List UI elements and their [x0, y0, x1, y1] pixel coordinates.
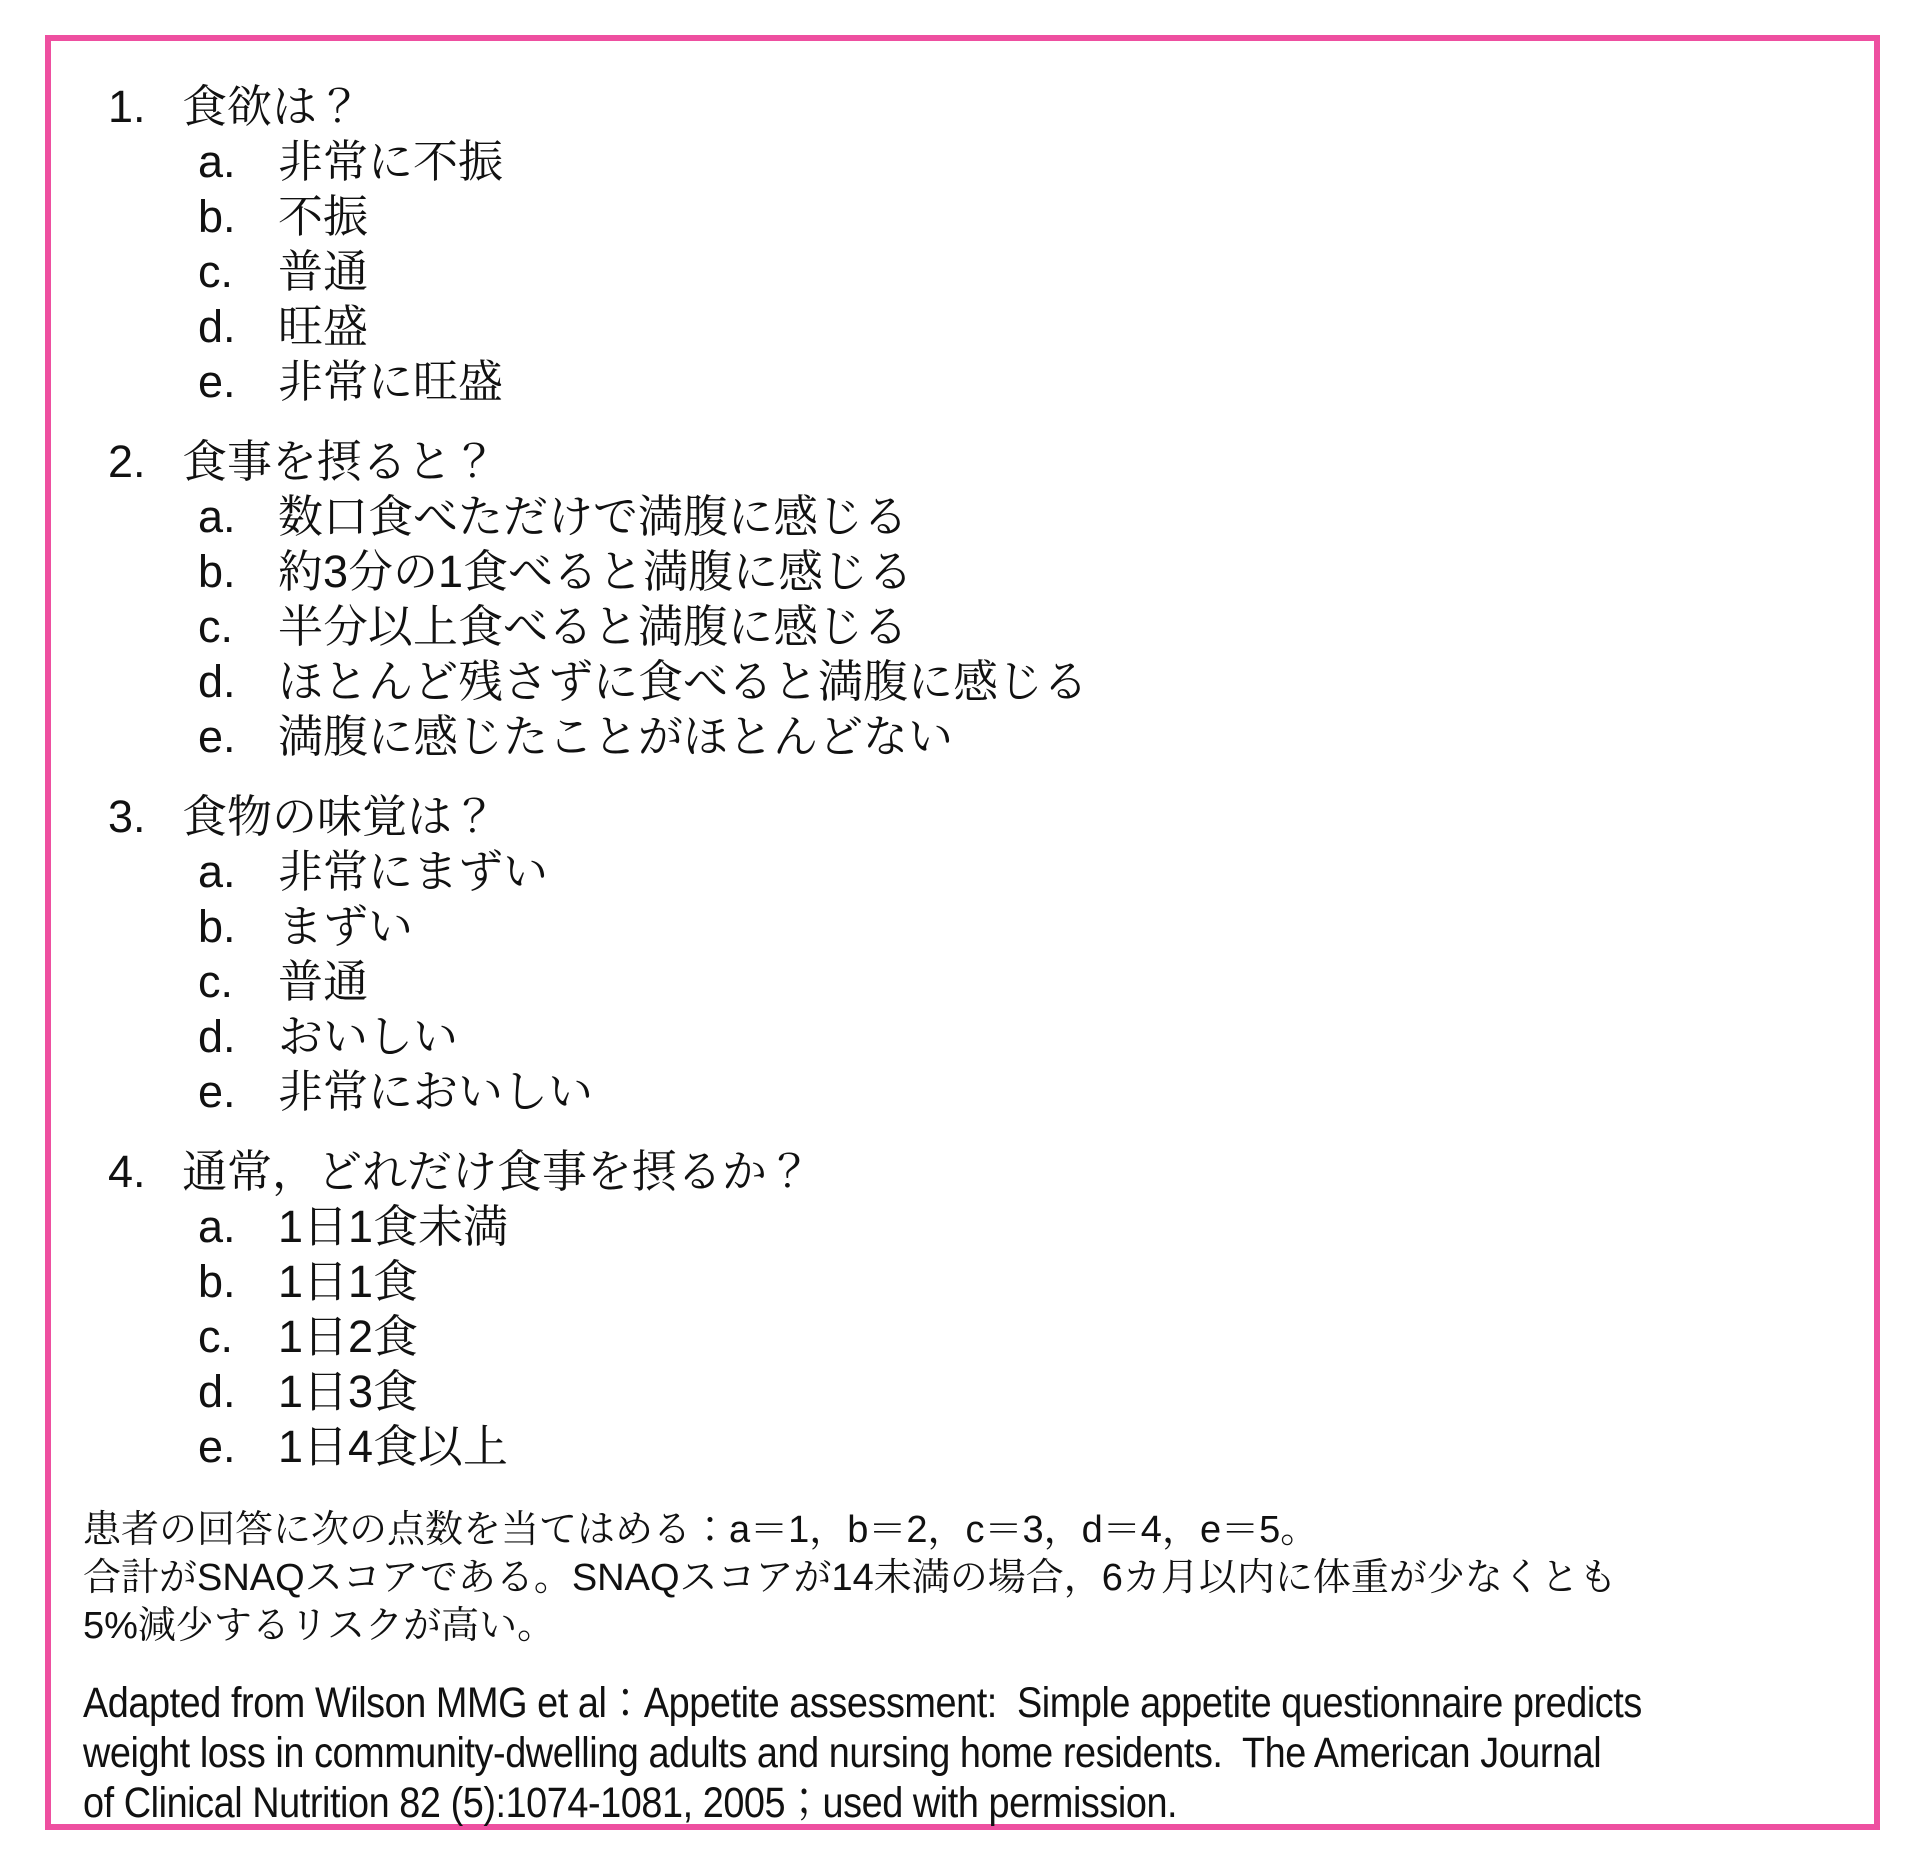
option-text: 半分以上食べると満腹に感じる	[278, 601, 909, 652]
citation-line: Adapted from Wilson MMG et al：Appetite assessment: Simple appetite questionnaire predicts	[83, 1679, 1642, 1727]
option-row	[198, 134, 1834, 189]
option-text: 1日3食	[278, 1366, 419, 1417]
option-text: 旺盛	[278, 301, 369, 352]
question-2	[108, 434, 1834, 764]
scoring-note-line: 5%減少するリスクが高い。	[83, 1605, 556, 1647]
option-text: 普通	[278, 246, 369, 297]
option-row	[198, 1009, 1834, 1064]
option-letter: a.	[198, 491, 236, 542]
option-row	[198, 1364, 1834, 1419]
option-text: 不振	[278, 191, 369, 242]
option-letter: c.	[198, 956, 234, 1007]
question-header	[108, 79, 1834, 134]
option-text: ほとんど残さずに食べると満腹に感じる	[278, 656, 1089, 707]
option-text: 普通	[278, 956, 369, 1007]
question-1	[108, 79, 1834, 409]
question-number: 4.	[108, 1146, 146, 1197]
option-row	[198, 599, 1834, 654]
option-row	[198, 544, 1834, 599]
option-text: 1日4食以上	[278, 1421, 509, 1472]
question-prompt: 通常，どれだけ食事を摂るか？	[182, 1146, 813, 1197]
option-row	[198, 844, 1834, 899]
option-text: 非常に旺盛	[278, 356, 504, 407]
source-citation	[83, 1678, 1834, 1828]
option-text: 非常にまずい	[278, 846, 549, 897]
option-row	[198, 1254, 1834, 1309]
option-row	[198, 244, 1834, 299]
option-letter: c.	[198, 601, 234, 652]
option-row	[198, 354, 1834, 409]
scoring-note-line: 患者の回答に次の点数を当てはめる：a＝1，b＝2，c＝3，d＝4，e＝5。	[83, 1509, 1319, 1551]
option-row	[198, 899, 1834, 954]
option-text: 数口食べただけで満腹に感じる	[278, 491, 909, 542]
option-text: おいしい	[278, 1011, 459, 1062]
question-prompt: 食欲は？	[182, 81, 363, 132]
option-letter: b.	[198, 546, 236, 597]
option-letter: c.	[198, 246, 234, 297]
option-letter: a.	[198, 846, 236, 897]
option-letter: d.	[198, 1011, 236, 1062]
option-row	[198, 1064, 1834, 1119]
question-4	[108, 1144, 1834, 1474]
option-row	[198, 489, 1834, 544]
option-letter: a.	[198, 1201, 236, 1252]
question-list	[83, 79, 1834, 1474]
option-letter: b.	[198, 901, 236, 952]
option-letter: d.	[198, 301, 236, 352]
option-row	[198, 1419, 1834, 1474]
option-text: 1日1食	[278, 1256, 419, 1307]
option-letter: e.	[198, 1066, 236, 1117]
option-row	[198, 709, 1834, 764]
option-text: 満腹に感じたことがほとんどない	[278, 711, 954, 762]
question-header	[108, 434, 1834, 489]
scoring-note	[83, 1506, 1834, 1650]
question-number: 3.	[108, 791, 146, 842]
option-text: 1日2食	[278, 1311, 419, 1362]
option-row	[198, 1309, 1834, 1364]
option-text: 約3分の1食べると満腹に感じる	[278, 546, 914, 597]
option-row	[198, 954, 1834, 1009]
question-header	[108, 789, 1834, 844]
option-text: まずい	[278, 901, 414, 952]
option-letter: d.	[198, 656, 236, 707]
option-letter: a.	[198, 136, 236, 187]
option-letter: e.	[198, 1421, 236, 1472]
option-text: 非常においしい	[278, 1066, 594, 1117]
option-letter: e.	[198, 711, 236, 762]
option-row	[198, 654, 1834, 709]
option-row	[198, 189, 1834, 244]
option-letter: d.	[198, 1366, 236, 1417]
question-number: 1.	[108, 81, 146, 132]
question-header	[108, 1144, 1834, 1199]
question-prompt: 食物の味覚は？	[182, 791, 498, 842]
option-row	[198, 299, 1834, 354]
option-letter: c.	[198, 1311, 234, 1362]
question-prompt: 食事を摂ると？	[182, 436, 498, 487]
scoring-note-line: 合計がSNAQスコアである。SNAQスコアが14未満の場合，6カ月以内に体重が少なくとも	[83, 1557, 1617, 1599]
option-letter: b.	[198, 1256, 236, 1307]
option-letter: b.	[198, 191, 236, 242]
question-3	[108, 789, 1834, 1119]
question-number: 2.	[108, 436, 146, 487]
questionnaire-frame	[45, 35, 1880, 1830]
citation-line: of Clinical Nutrition 82 (5):1074-1081, 2005；used with permission.	[83, 1779, 1178, 1827]
citation-line: weight loss in community-dwelling adults and nursing home residents. The American Journal	[83, 1729, 1602, 1777]
option-letter: e.	[198, 356, 236, 407]
option-text: 非常に不振	[278, 136, 504, 187]
option-text: 1日1食未満	[278, 1201, 509, 1252]
option-row	[198, 1199, 1834, 1254]
